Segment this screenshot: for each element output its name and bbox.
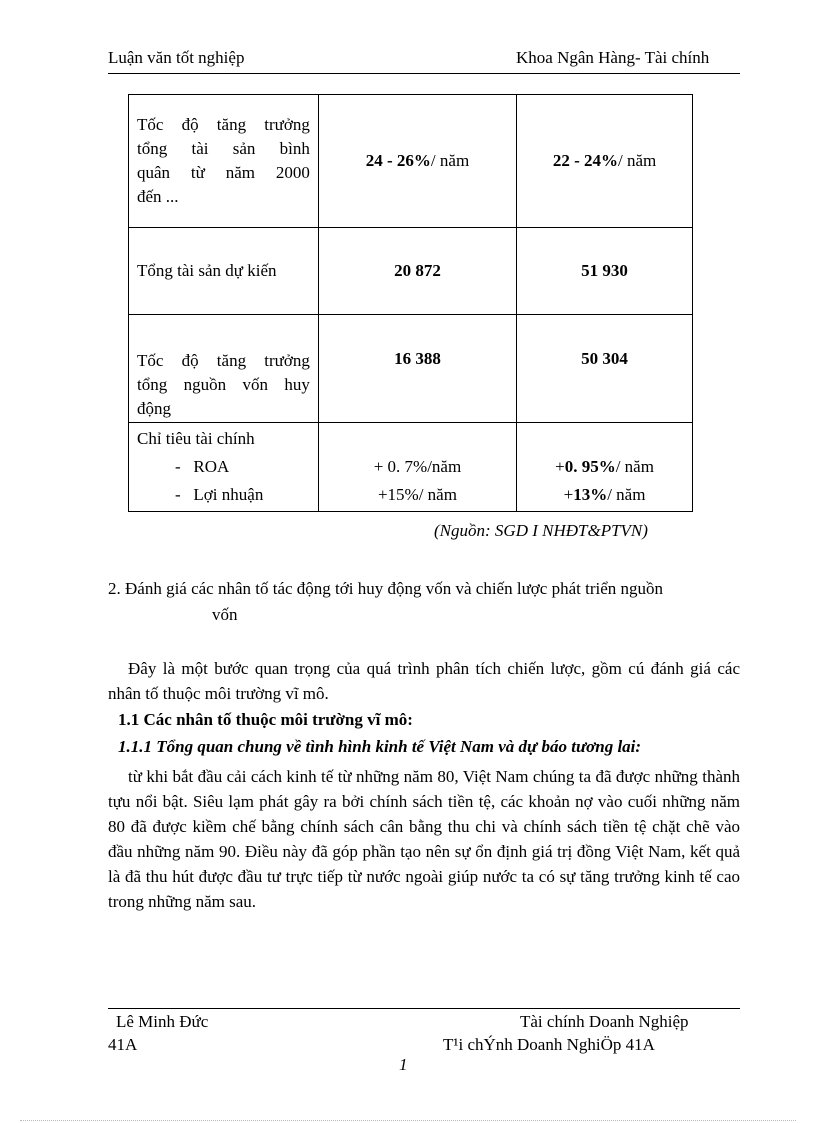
item-name: Lợi nhuận <box>193 485 264 504</box>
footer-author: Lê Minh Đức <box>116 1012 209 1031</box>
row-label: Tổng tài sản dự kiến <box>129 228 319 315</box>
table-row <box>129 423 693 512</box>
page-number: 1 <box>399 1055 408 1074</box>
header-right-title: Khoa Ngân Hàng- Tài chính <box>516 48 710 67</box>
list-item <box>137 481 310 509</box>
footer-department: Tài chính Doanh Nghiệp <box>520 1012 689 1031</box>
row-label <box>129 95 319 228</box>
footer-class: 41A <box>108 1035 138 1054</box>
header-left-title: Luận văn tốt nghiệp <box>108 48 245 67</box>
item-name: ROA <box>193 457 230 476</box>
table-cell <box>318 423 516 512</box>
heading-line: vốn <box>212 605 238 624</box>
page-bottom-border <box>20 1120 796 1121</box>
heading-1-1: 1.1 Các nhân tố thuộc môi trường vĩ mô: <box>118 710 413 729</box>
bullet: - <box>175 485 181 504</box>
unit: / năm <box>607 485 646 504</box>
cell-value: +15%/ năm <box>377 485 457 504</box>
cell-value <box>517 453 692 481</box>
sign: + <box>563 485 574 504</box>
table-cell: 16 388 <box>318 315 516 423</box>
table-row <box>129 95 693 228</box>
label-line: tổng nguồn vốn huy <box>137 375 310 394</box>
label-line: Tốc độ tăng trưởng <box>137 115 310 134</box>
unit: / năm <box>615 457 654 476</box>
section-2-heading <box>108 576 740 628</box>
table-cell: 51 930 <box>517 228 693 315</box>
table-cell: 20 872 <box>318 228 516 315</box>
list-item <box>137 453 310 481</box>
table-cell <box>517 95 693 228</box>
cell-value: 22 - 24% <box>552 151 618 170</box>
label-line: Tốc độ tăng trưởng <box>137 351 310 370</box>
cell-unit: / năm <box>618 151 657 170</box>
bullet: - <box>175 457 181 476</box>
table-cell <box>517 423 693 512</box>
value-bold: 0. 95% <box>564 457 616 476</box>
footer-divider <box>108 1008 740 1009</box>
table-source-note: (Nguồn: SGD I NHĐT&PTVN) <box>434 521 648 540</box>
label-line: tổng tài sản bình <box>137 139 310 158</box>
paragraph-economy: từ khi bắt đầu cải cách kinh tế từ những năm 80, Việt Nam chúng ta đã được những thành tựu nổi bật. Siêu lạm phát gây ra bởi chính sách tiền tệ, các khoản nợ vào cuối những năm 80 đã được kiềm chế bằng chính sách cân bằng thu chi và chính sách tiền tệ chặt chẽ vào đầu những năm 90. Điều này đã góp phần tạo nên sự ổn định giá trị đồng Việt Nam, kết quả là đã thu hút được đầu tư trực tiếp từ nước ngoài giúp nước ta có sự tăng trưởng kinh tế cao trong những năm sau. <box>108 767 740 911</box>
label-line: động <box>137 399 171 418</box>
row-label <box>129 315 319 423</box>
heading-line: 2. Đánh giá các nhân tố tác động tới huy động vốn và chiến lược phát triển nguồn <box>108 579 663 598</box>
table-cell: 50 304 <box>517 315 693 423</box>
cell-value: 24 - 26% <box>365 151 431 170</box>
heading-1-1-1: 1.1.1 Tổng quan chung về tình hình kinh tế Việt Nam và dự báo tương lai: <box>118 737 642 756</box>
financial-targets-table <box>128 94 693 512</box>
value-bold: 13% <box>573 485 608 504</box>
label-line: quân từ năm 2000 <box>137 163 310 182</box>
label-line: Chỉ tiêu tài chính <box>137 429 255 448</box>
footer-department-garbled: T¹i chÝnh Doanh NghiÖp 41A <box>443 1035 655 1054</box>
label-line: đến ... <box>137 187 179 206</box>
row-label <box>129 423 319 512</box>
table-row <box>129 228 693 315</box>
header-divider <box>108 73 740 74</box>
paragraph-intro: Đây là một bước quan trọng của quá trình phân tích chiến lược, gồm cú đánh giá các nhân tố thuộc môi trường vĩ mô. <box>108 659 740 703</box>
sign: + <box>555 457 565 476</box>
table-cell <box>318 95 516 228</box>
cell-value <box>517 481 692 509</box>
table-row <box>129 315 693 423</box>
cell-value: + 0. 7%/năm <box>373 457 462 476</box>
cell-unit: / năm <box>430 151 470 170</box>
